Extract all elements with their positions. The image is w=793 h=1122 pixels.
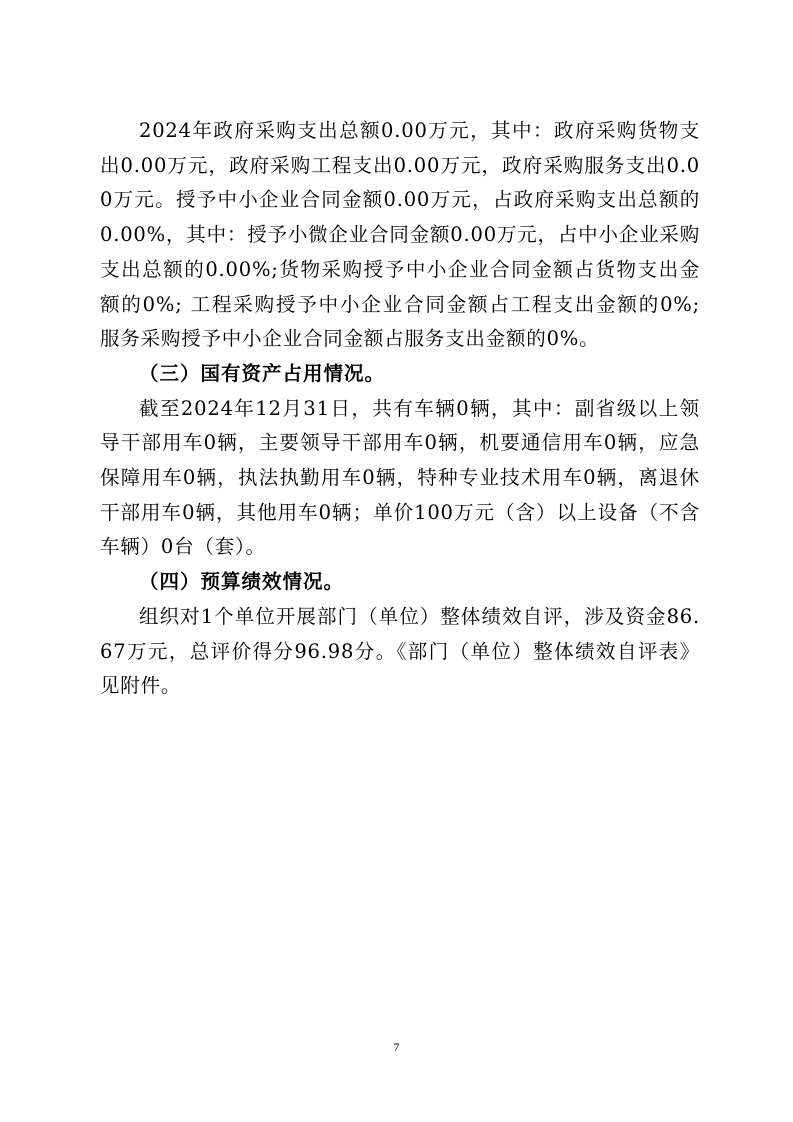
document-body bbox=[100, 114, 700, 704]
heading-state-assets: （三）国有资产占用情况。 bbox=[139, 361, 386, 385]
paragraph-procurement: 2024年政府采购支出总额0.00万元，其中：政府采购货物支出0.00万元，政府采购工程支出0.00万元，政府采购服务支出0.00万元。授予中小企业合同金额0.00万元，占政府采购支出总额的0.00%，其中：授予小微企业合同金额0.00万元，占中小企业采购支出总额的0.00%;货物采购授予中小企业合同金额占货物支出金额的0%; 工程采购授予中小企业合同金额占工程支出金额的0%; 服务采购授予中小企业合同金额占服务支出金额的0%。 bbox=[100, 119, 700, 351]
paragraph-vehicles: 截至2024年12月31日，共有车辆0辆，其中：副省级以上领导干部用车0辆，主要领导干部用车0辆，机要通信用车0辆，应急保障用车0辆，执法执勤用车0辆，特种专业技术用车0辆，离退休干部用车0辆，其他用车0辆；单价100万元（含）以上设备（不含车辆）0台（套）。 bbox=[100, 396, 700, 559]
paragraph-performance-evaluation: 组织对1个单位开展部门（单位）整体绩效自评，涉及资金86.67万元，总评价得分96.98分。《部门（单位）整体绩效自评表》见附件。 bbox=[100, 604, 700, 698]
page-number: 7 bbox=[393, 1040, 400, 1054]
heading-budget-performance: （四）预算绩效情况。 bbox=[139, 570, 345, 594]
